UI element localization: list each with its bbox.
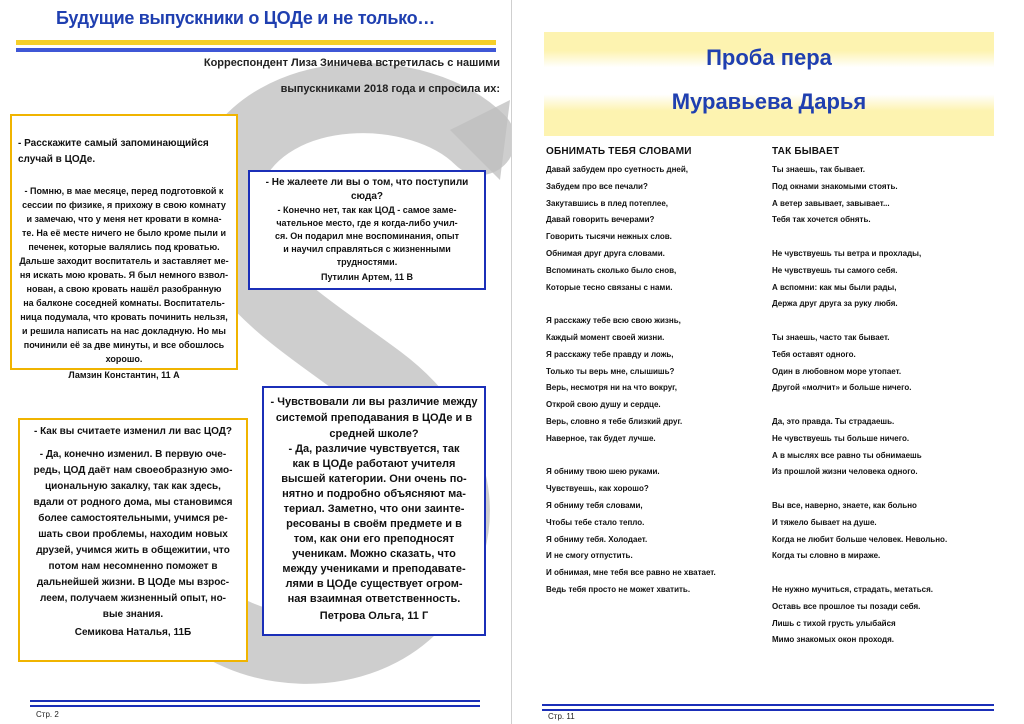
answer-line: Дальше заходит воспитатель и заставляет ме-: [19, 256, 229, 266]
stanza-break: [772, 481, 992, 498]
answer-line: и замечаю, что у меня нет кровати в комна-: [26, 214, 222, 224]
answer-line: как в ЦОДе работают учителя: [292, 458, 456, 470]
answer-line: циональную закалку, так как здесь,: [45, 481, 221, 492]
poem-line: Лишь с тихой грусть улыбайся: [772, 618, 896, 628]
poem-line: Мимо знакомых окон проходя.: [772, 635, 894, 645]
interview-question: - Не жалеете ли вы о том, что поступили сюда?: [265, 177, 469, 202]
poem-line: Один в любовном море утопает.: [772, 366, 902, 376]
poem-line: Давай забудем про суетность дней,: [546, 165, 689, 174]
answer-line: чательное место, где я когда-либо учил-: [276, 218, 458, 228]
interview-answer: [28, 447, 238, 641]
answer-line: ся. Он подарил мне воспоминания, опыт: [274, 231, 460, 241]
answer-line: ня искать мою кровать. Я был немного взвол-: [19, 270, 229, 280]
answer-line: - Да, конечно изменил. В первую оче-: [39, 449, 227, 460]
interview-box-2: [248, 170, 486, 290]
answer-line: те. На её месте ничего не было кроме пыли и: [22, 228, 226, 238]
author-title: Муравьева Дарья: [671, 89, 867, 114]
section-title: Проба пера: [706, 45, 832, 70]
interview-box-3: [18, 418, 248, 662]
answer-line: на балконе соседней комнаты. Воспитатель-: [23, 298, 225, 308]
poem-line: Каждый момент своей жизни.: [546, 332, 665, 342]
right-page: [512, 0, 1024, 724]
poem-line: Забудем про все печали?: [546, 181, 648, 191]
answer-line: ная взаимная ответственность.: [287, 593, 461, 605]
poem-line: Когда ты словно в мираже.: [772, 551, 881, 561]
poem-line: Я обниму твою шею руками.: [546, 467, 660, 477]
stanza-break: [546, 448, 766, 465]
answer-line: вые знания.: [102, 609, 164, 620]
answer-line: - Да, различие чувствуется, так: [288, 443, 460, 455]
interview-author: Ламзин Константин, 11 А: [68, 370, 180, 380]
poem-line: Которые тесно связаны с нами.: [546, 282, 673, 292]
stanza-break: [772, 397, 992, 414]
poem-line: Не нужно мучиться, страдать, метаться.: [772, 584, 933, 594]
answer-line: ученикам. Можно сказать, что: [292, 548, 456, 560]
answer-line: том, как они его преподносят: [293, 533, 455, 545]
stanza-break: [772, 565, 992, 582]
answer-line: нован, а свою кровать нашёл разобранную: [26, 284, 222, 294]
poem-line: Верь, несмотря ни на что вокруг,: [546, 383, 678, 393]
poem-line: Тебя так хочется обнять.: [772, 215, 871, 225]
poem-line: Я обниму тебя. Холодает.: [546, 534, 648, 544]
interview-question: - Как вы считаете изменил ли вас ЦОД?: [33, 426, 233, 437]
answer-line: друзей, учимся жить в общежитии, что: [36, 545, 230, 556]
poem-line: Ведь тебя просто не может хватить.: [546, 584, 691, 594]
footer-rule: [30, 700, 480, 707]
poem-line: Чувствуешь, как хорошо?: [546, 484, 649, 494]
interview-author: Петрова Ольга, 11 Г: [319, 610, 429, 622]
poem-line: И обнимая, мне тебя все равно не хватает.: [546, 568, 716, 578]
answer-line: высшей категории. Они очень по-: [281, 473, 467, 485]
stanza-break: [546, 296, 766, 313]
interview-box-4: [262, 386, 486, 636]
interview-author: Путилин Артем, 11 В: [320, 272, 414, 282]
answer-line: леем, получаем жизненный опыт, но-: [39, 593, 227, 604]
poem-line: Да, это правда. Ты страдаешь.: [772, 416, 895, 426]
answer-line: дальнейшей жизни. В ЦОДе мы взрос-: [36, 577, 230, 588]
title-underline-yellow: [16, 40, 496, 45]
poem-line: Ты знаешь, так бывает.: [772, 165, 865, 174]
poem-line: Говорить тысячи нежных слов.: [546, 232, 672, 242]
poem-line: Я обниму тебя словами,: [546, 500, 643, 510]
poem-line: Только ты верь мне, слышишь?: [546, 366, 675, 376]
answer-line: териал. Заметно, что они заинте-: [283, 503, 465, 515]
interview-author: Семикова Наталья, 11Б: [74, 627, 192, 638]
footer-rule: [542, 704, 994, 711]
poem-line: Открой свою душу и сердце.: [546, 400, 661, 410]
poem-line: Наверное, так будет лучше.: [546, 433, 656, 443]
poem-line: Когда не любит больше человек. Невольно.: [772, 534, 948, 544]
poem-line: Верь, словно я тебе близкий друг.: [546, 416, 683, 426]
poem-line: Давай говорить вечерами?: [546, 215, 655, 225]
stanza-break: [772, 313, 992, 330]
poem-line: Вы все, наверно, знаете, как больно: [772, 500, 917, 510]
answer-line: вдали от родного дома, мы становимся: [33, 497, 233, 508]
page-number: Стр. 2: [36, 710, 59, 719]
intro-line-2: выпускниками 2018 года и спросила их:: [280, 83, 500, 95]
poem-line: Тебя оставят одного.: [772, 349, 856, 359]
interview-question: - Чувствовали ли вы различие между системой преподавания в ЦОДе и в средней школе?: [270, 396, 478, 440]
poem-line: Я расскажу тебе всю свою жизнь,: [546, 316, 681, 326]
answer-line: шать свои проблемы, находим новых: [38, 529, 228, 540]
answer-line: ница подумала, что кровать починить нельзя,: [20, 312, 228, 322]
poem-line: Вспоминать сколько было снов,: [546, 265, 677, 275]
answer-line: - Помню, в мае месяце, перед подготовкой к: [24, 186, 224, 196]
interview-answer: [18, 184, 230, 382]
poem-line: А вспомни: как мы были рады,: [772, 282, 897, 292]
poem-title: ОБНИМАТЬ ТЕБЯ СЛОВАМИ: [546, 146, 692, 157]
poem-line: Другой «молчит» и больше ничего.: [772, 383, 912, 393]
answer-line: потом нам несомненно поможет в: [48, 561, 218, 572]
answer-line: ресованы в своём предмете и в: [286, 518, 462, 530]
answer-line: - Конечно нет, так как ЦОД - самое заме-: [277, 205, 457, 215]
answer-line: трудностями.: [336, 257, 398, 267]
poem-line: А в мыслях все равно ты обнимаешь: [772, 450, 922, 460]
interview-answer: [256, 204, 478, 284]
poem-line: Из прошлой жизни человека одного.: [772, 467, 918, 477]
poem-line: Держа друг друга за руку любя.: [772, 299, 898, 309]
answer-line: печенек, которые валялись под кроватью.: [28, 242, 220, 252]
poem-line: Закутавшись в плед потеплее,: [546, 198, 668, 208]
page-number: Стр. 11: [548, 712, 575, 721]
poem-line: Чтобы тебе стало тепло.: [546, 517, 645, 527]
answer-line: редь, ЦОД даёт нам своеобразную эмо-: [33, 465, 233, 476]
poem-line: И не смогу отпустить.: [546, 551, 633, 561]
poem-line: Не чувствуешь ты самого себя.: [772, 265, 898, 275]
answer-line: и решила написать на нас докладную. Но мы: [22, 326, 226, 336]
answer-line: более самостоятельными, учимся ре-: [38, 513, 228, 524]
answer-line: между учениками и преподавате-: [282, 563, 466, 575]
poem-line: Ты знаешь, часто так бывает.: [772, 332, 890, 342]
answer-line: сессии по физике, я прихожу в свою комнату: [22, 200, 226, 210]
title-underline-blue: [16, 48, 496, 52]
answer-line: починили её за две минуты, и все обошлось: [23, 340, 225, 350]
answer-line: нятно и подробно объясняют ма-: [282, 488, 466, 500]
poem-lines: [772, 162, 992, 649]
poem-line: Не чувствуешь ты больше ничего.: [772, 433, 910, 443]
intro-line-1: Корреспондент Лиза Зиничева встретилась с нашими: [203, 57, 500, 69]
poem-lines: [546, 162, 766, 599]
interview-box-1: [10, 114, 238, 380]
poem-title: ТАК БЫВАЕТ: [772, 146, 840, 157]
poem-line: Обнимая друг друга словами.: [546, 248, 665, 258]
answer-line: лями в ЦОДе существует огром-: [285, 578, 463, 590]
stanza-break: [772, 229, 992, 246]
poem-line: А ветер завывает, завывает...: [772, 198, 890, 208]
poem-line: Я расскажу тебе правду и ложь,: [546, 349, 674, 359]
poem-2: [772, 146, 992, 649]
interview-question: - Расскажите самый запоминающийся случай в ЦОДе.: [18, 138, 209, 165]
interview-answer: [270, 442, 478, 624]
poem-1: [546, 146, 766, 599]
poem-line: Оставь все прошлое ты позади себя.: [772, 601, 921, 611]
answer-line: хорошо.: [105, 354, 143, 364]
answer-line: и научил справляться с жизненными: [283, 244, 451, 254]
poem-line: Под окнами знакомыми стоять.: [772, 181, 898, 191]
page-title: Будущие выпускники о ЦОДе и не только…: [56, 8, 435, 28]
poem-line: И тяжело бывает на душе.: [772, 517, 877, 527]
poem-line: Не чувствуешь ты ветра и прохлады,: [772, 248, 922, 258]
